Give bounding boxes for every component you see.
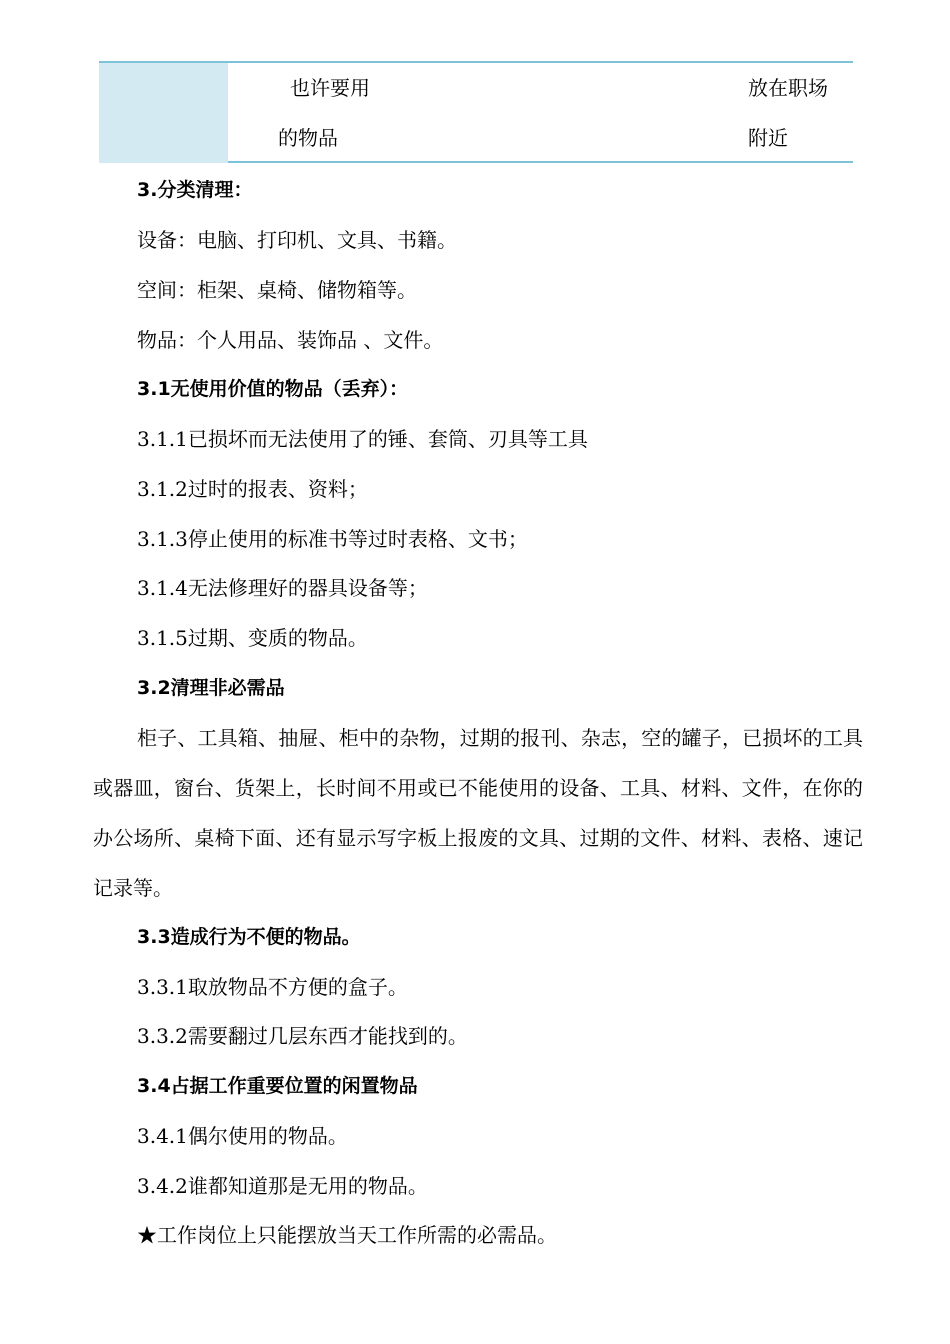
- table-cell-location-line1: 放在职场: [748, 76, 828, 100]
- equipment-line: 设备：电脑、打印机、文具、书籍。: [137, 228, 457, 252]
- storage-table: [99, 61, 853, 163]
- table-cell-location-line2: 附近: [748, 126, 788, 150]
- items-line: 物品：个人用品、装饰品 、文件。: [137, 328, 444, 352]
- item-3-1-3: 3.1.3停止使用的标准书等过时表格、文书；: [137, 527, 528, 551]
- table-cell-usage-line1: 也许要用: [290, 76, 370, 100]
- table-bottom-border: [228, 161, 853, 163]
- item-3-3-2: 3.3.2需要翻过几层东西才能找到的。: [137, 1024, 468, 1048]
- item-3-1-1: 3.1.1已损坏而无法使用了的锤、套筒、刃具等工具: [137, 427, 588, 451]
- section-3-1-heading: 3.1无使用价值的物品（丢弃）：: [137, 378, 409, 400]
- item-3-4-2: 3.4.2谁都知道那是无用的物品。: [137, 1174, 428, 1198]
- section-3-heading: 3.分类清理：: [137, 179, 253, 201]
- item-3-1-2: 3.1.2过时的报表、资料；: [137, 477, 368, 501]
- section-3-3-heading: 3.3造成行为不便的物品。: [137, 926, 361, 948]
- table-cell-usage-line2: 的物品: [278, 126, 338, 150]
- star-note: ★工作岗位上只能摆放当天工作所需的必需品。: [137, 1223, 557, 1247]
- item-3-1-4: 3.1.4无法修理好的器具设备等；: [137, 576, 428, 600]
- table-top-border: [228, 61, 853, 63]
- item-3-4-1: 3.4.1偶尔使用的物品。: [137, 1124, 348, 1148]
- section-3-4-heading: 3.4占据工作重要位置的闲置物品: [137, 1075, 418, 1097]
- item-3-1-5: 3.1.5过期、变质的物品。: [137, 626, 368, 650]
- section-3-2-heading: 3.2清理非必需品: [137, 677, 285, 699]
- item-3-3-1: 3.3.1取放物品不方便的盒子。: [137, 975, 408, 999]
- table-shaded-cell: [99, 61, 228, 163]
- space-line: 空间：柜架、桌椅、储物箱等。: [137, 278, 417, 302]
- section-3-2-paragraph: 柜子、工具箱、抽屉、柜中的杂物，过期的报刊、杂志，空的罐子，已损坏的工具或器皿，窗台、货架上，长时间不用或已不能使用的设备、工具、材料、文件，在你的办公场所、桌椅下面、还有显示写字板上报废的文具、过期的文件、材料、表格、速记记录等。: [93, 726, 863, 900]
